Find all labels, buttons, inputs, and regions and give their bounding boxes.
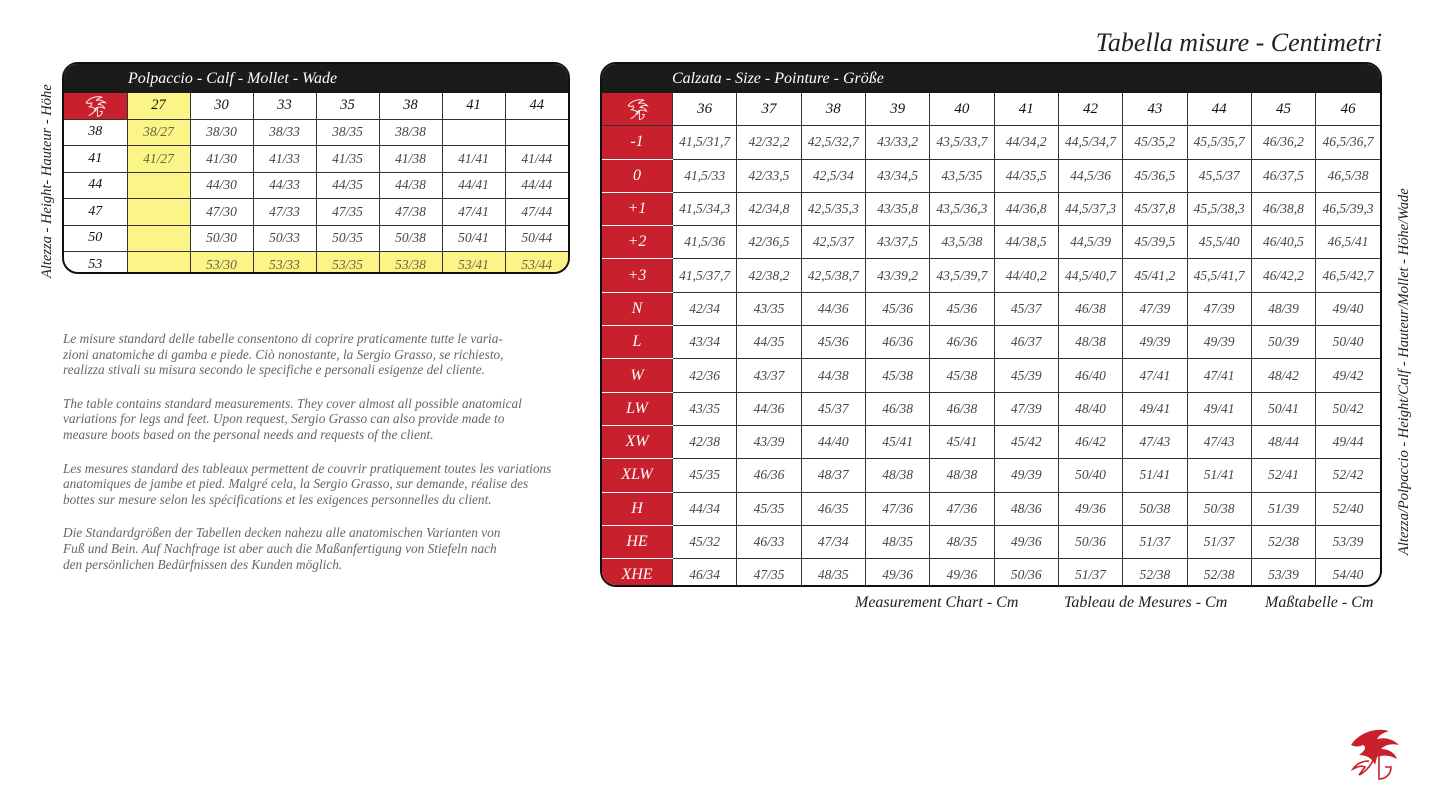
size-table-cell: 41,5/36 <box>673 226 737 259</box>
size-table-cell: 49/39 <box>1187 326 1251 359</box>
calf-table-cell: 38/27 <box>127 119 190 146</box>
size-table-cell: 44/38,5 <box>994 226 1058 259</box>
size-table-cell: 53/39 <box>1316 525 1380 558</box>
calf-table-cell: 53/44 <box>505 252 568 275</box>
footer-label-en: Measurement Chart - Cm <box>855 594 1019 611</box>
size-table-cell: 52/38 <box>1251 525 1315 558</box>
size-table-cell: 42/36,5 <box>737 226 801 259</box>
calf-table-cell: 44/38 <box>379 172 442 199</box>
size-table-cell: 42,5/37 <box>801 226 865 259</box>
size-table-cell: 43/39,2 <box>865 259 929 292</box>
calf-table-row <box>64 172 568 199</box>
calf-table-row <box>64 119 568 146</box>
paragraph-line: Fuß und Bein. Auf Nachfrage ist aber auch die Maßanfertigung von Stiefeln nach <box>63 540 497 556</box>
size-table-cell: 41,5/31,7 <box>673 126 737 159</box>
calf-table-header: Polpaccio - Calf - Mollet - Wade <box>64 64 568 93</box>
size-table-cell: 48/36 <box>994 492 1058 525</box>
paragraph-line: Les mesures standard des tableaux permettent de couvrir pratiquement toutes les variations <box>63 460 552 476</box>
size-table-cell: 49/40 <box>1316 292 1380 325</box>
size-table-cell: 41,5/33 <box>673 159 737 192</box>
calf-side-label: Altezza - Height- Hauteur - Höhe <box>39 84 55 278</box>
calf-table-cell: 41/38 <box>379 146 442 173</box>
size-table-cell: 52/40 <box>1316 492 1380 525</box>
calf-table-cell <box>127 199 190 226</box>
size-table-container <box>600 62 1382 587</box>
size-table-cell: 42,5/38,7 <box>801 259 865 292</box>
size-table-cell: 46,5/38 <box>1316 159 1380 192</box>
size-table-cell: 48/38 <box>865 459 929 492</box>
size-table-cell: 50/40 <box>1316 326 1380 359</box>
calf-table-cell: 47/41 <box>442 199 505 226</box>
calf-table-cell: 44/44 <box>505 172 568 199</box>
size-table-cell: 45/36,5 <box>1123 159 1187 192</box>
size-table-cell: 46/37 <box>994 326 1058 359</box>
size-table-cell: 51/41 <box>1187 459 1251 492</box>
footer-label-de: Maßtabelle - Cm <box>1265 594 1374 611</box>
calf-table-cell: 38/35 <box>316 119 379 146</box>
calf-column-header: 30 <box>190 93 253 119</box>
size-column-header: 39 <box>865 93 929 126</box>
calf-table-cell: 50/33 <box>253 225 316 252</box>
size-table-cell: 44/40,2 <box>994 259 1058 292</box>
size-row-header: N <box>602 292 673 325</box>
size-table-cell: 48/35 <box>865 525 929 558</box>
size-table-cell: 44/36 <box>801 292 865 325</box>
calf-row-header: 53 <box>64 252 127 275</box>
size-table-row <box>602 226 1380 259</box>
size-table-row <box>602 559 1380 587</box>
size-table-cell: 45/37,8 <box>1123 192 1187 225</box>
size-table-cell: 50/41 <box>1251 392 1315 425</box>
calf-table-row <box>64 252 568 275</box>
size-table-cell: 45,5/35,7 <box>1187 126 1251 159</box>
size-table-row <box>602 292 1380 325</box>
size-table-cell: 41,5/37,7 <box>673 259 737 292</box>
size-table-row <box>602 126 1380 159</box>
size-row-header: W <box>602 359 673 392</box>
size-table-cell: 42/32,2 <box>737 126 801 159</box>
horse-logo-icon <box>602 93 673 126</box>
calf-table-row <box>64 225 568 252</box>
size-table-cell: 46/38 <box>865 392 929 425</box>
calf-table-cell: 44/33 <box>253 172 316 199</box>
size-table-cell: 51/39 <box>1251 492 1315 525</box>
size-table-cell: 47/39 <box>994 392 1058 425</box>
size-table-cell: 46/42,2 <box>1251 259 1315 292</box>
paragraph-it <box>63 331 583 378</box>
size-table <box>602 93 1380 587</box>
size-table-cell: 47/41 <box>1123 359 1187 392</box>
calf-table-cell: 50/44 <box>505 225 568 252</box>
calf-table-row <box>64 146 568 173</box>
size-table-row <box>602 159 1380 192</box>
size-table-cell: 44,5/40,7 <box>1058 259 1122 292</box>
size-table-cell: 51/37 <box>1123 525 1187 558</box>
size-column-header: 38 <box>801 93 865 126</box>
size-table-cell: 49/36 <box>1058 492 1122 525</box>
calf-table-cell: 38/33 <box>253 119 316 146</box>
size-table-row <box>602 392 1380 425</box>
size-table-cell: 45/35 <box>673 459 737 492</box>
size-table-cell: 45/37 <box>801 392 865 425</box>
paragraph-line: Le misure standard delle tabelle consentono di coprire praticamente tutte le varia- <box>63 331 503 346</box>
size-table-cell: 49/39 <box>1123 326 1187 359</box>
size-table-cell: 41,5/34,3 <box>673 192 737 225</box>
size-table-cell: 46/36 <box>737 459 801 492</box>
calf-column-header: 44 <box>505 93 568 119</box>
calf-table-cell: 47/30 <box>190 199 253 226</box>
calf-row-header: 44 <box>64 172 127 199</box>
size-table-cell: 45/36 <box>865 292 929 325</box>
size-row-header: XW <box>602 425 673 458</box>
calf-table-cell: 41/30 <box>190 146 253 173</box>
paragraph-line: measure boots based on the personal needs and requests of the client. <box>63 426 434 442</box>
paragraph-de <box>63 525 583 572</box>
size-table-cell: 44,5/37,3 <box>1058 192 1122 225</box>
calf-header-row <box>64 93 568 119</box>
size-table-cell: 47/41 <box>1187 359 1251 392</box>
size-table-cell: 52/38 <box>1123 559 1187 587</box>
size-table-cell: 42/34,8 <box>737 192 801 225</box>
size-table-cell: 42/38,2 <box>737 259 801 292</box>
size-table-cell: 46/33 <box>737 525 801 558</box>
size-header-row <box>602 93 1380 126</box>
calf-table-cell: 53/33 <box>253 252 316 275</box>
size-table-header: Calzata - Size - Pointure - Größe <box>602 64 1380 93</box>
size-table-cell: 50/42 <box>1316 392 1380 425</box>
size-table-cell: 49/44 <box>1316 425 1380 458</box>
calf-row-header: 47 <box>64 199 127 226</box>
size-table-cell: 42/36 <box>673 359 737 392</box>
size-table-cell: 45/41 <box>865 425 929 458</box>
size-table-cell: 43/35 <box>737 292 801 325</box>
page-title: Tabella misure - Centimetri <box>1095 28 1382 57</box>
calf-table-cell: 50/35 <box>316 225 379 252</box>
size-table-cell: 43/35,8 <box>865 192 929 225</box>
size-table-cell: 47/35 <box>737 559 801 587</box>
size-table-cell: 45/36 <box>801 326 865 359</box>
size-table-cell: 42,5/35,3 <box>801 192 865 225</box>
calf-table-cell: 47/33 <box>253 199 316 226</box>
size-table-cell: 50/36 <box>1058 525 1122 558</box>
size-table-cell: 46/40 <box>1058 359 1122 392</box>
paragraph-fr <box>63 461 583 508</box>
size-table-cell: 45,5/41,7 <box>1187 259 1251 292</box>
size-table-cell: 43,5/33,7 <box>930 126 994 159</box>
size-table-cell: 52/41 <box>1251 459 1315 492</box>
calf-table-cell: 50/30 <box>190 225 253 252</box>
size-table-cell: 50/38 <box>1187 492 1251 525</box>
calf-table-cell <box>127 252 190 275</box>
size-row-header: XHE <box>602 559 673 587</box>
size-table-cell: 45,5/38,3 <box>1187 192 1251 225</box>
size-table-cell: 50/40 <box>1058 459 1122 492</box>
size-table-cell: 43/37 <box>737 359 801 392</box>
calf-table-cell: 47/38 <box>379 199 442 226</box>
calf-table-cell: 38/38 <box>379 119 442 146</box>
size-table-cell: 48/38 <box>1058 326 1122 359</box>
calf-table-container <box>62 62 570 274</box>
size-table-cell: 50/39 <box>1251 326 1315 359</box>
size-table-cell: 49/36 <box>994 525 1058 558</box>
size-table-cell: 46/38,8 <box>1251 192 1315 225</box>
calf-table-cell: 44/41 <box>442 172 505 199</box>
size-table-cell: 49/36 <box>930 559 994 587</box>
size-table-cell: 46/42 <box>1058 425 1122 458</box>
calf-table-cell: 41/35 <box>316 146 379 173</box>
size-table-cell: 47/43 <box>1123 425 1187 458</box>
calf-table-cell: 53/41 <box>442 252 505 275</box>
size-table-cell: 45/38 <box>930 359 994 392</box>
size-table-cell: 48/35 <box>801 559 865 587</box>
paragraph-en <box>63 396 583 443</box>
size-column-header: 43 <box>1123 93 1187 126</box>
size-table-cell: 47/39 <box>1123 292 1187 325</box>
size-table-cell: 43/39 <box>737 425 801 458</box>
size-table-cell: 44/38 <box>801 359 865 392</box>
size-table-cell: 46/38 <box>1058 292 1122 325</box>
size-table-cell: 44/40 <box>801 425 865 458</box>
size-table-cell: 45/35,2 <box>1123 126 1187 159</box>
size-table-row <box>602 192 1380 225</box>
calf-table-cell: 53/30 <box>190 252 253 275</box>
size-table-cell: 52/38 <box>1187 559 1251 587</box>
size-table-cell: 42/38 <box>673 425 737 458</box>
paragraph-line: zioni anatomiche di gamba e piede. Ciò nonostante, la Sergio Grasso, se richiesto, <box>63 346 504 362</box>
size-row-header: HE <box>602 525 673 558</box>
size-table-cell: 43,5/36,3 <box>930 192 994 225</box>
calf-table-cell: 50/41 <box>442 225 505 252</box>
size-table-cell: 48/38 <box>930 459 994 492</box>
calf-table-cell: 38/30 <box>190 119 253 146</box>
horse-logo-icon <box>64 93 127 119</box>
calf-table-cell: 44/35 <box>316 172 379 199</box>
size-table-cell: 46/36 <box>865 326 929 359</box>
size-row-header: -1 <box>602 126 673 159</box>
size-table-cell: 45/39,5 <box>1123 226 1187 259</box>
size-column-header: 44 <box>1187 93 1251 126</box>
size-table-cell: 46,5/36,7 <box>1316 126 1380 159</box>
size-table-row <box>602 326 1380 359</box>
size-table-cell: 45,5/37 <box>1187 159 1251 192</box>
size-table-cell: 42,5/34 <box>801 159 865 192</box>
size-table-cell: 44/35 <box>737 326 801 359</box>
size-table-cell: 54/40 <box>1316 559 1380 587</box>
size-table-row <box>602 492 1380 525</box>
size-row-header: +3 <box>602 259 673 292</box>
size-table-cell: 43/34 <box>673 326 737 359</box>
size-table-cell: 42,5/32,7 <box>801 126 865 159</box>
size-column-header: 37 <box>737 93 801 126</box>
footer-label-fr: Tableau de Mesures - Cm <box>1064 594 1228 611</box>
calf-table-cell <box>127 225 190 252</box>
size-table-cell: 49/41 <box>1187 392 1251 425</box>
size-table-cell: 48/44 <box>1251 425 1315 458</box>
calf-table-cell: 53/35 <box>316 252 379 275</box>
paragraph-line: The table contains standard measurements. They cover almost all possible anatomical <box>63 395 522 411</box>
size-side-label: Altezza/Polpaccio - Height/Calf - Hauteur/Mollet - Höhe/Wade <box>1396 188 1412 555</box>
size-table-cell: 46,5/42,7 <box>1316 259 1380 292</box>
calf-row-header: 38 <box>64 119 127 146</box>
calf-table-cell: 41/27 <box>127 146 190 173</box>
size-table-cell: 44/34,2 <box>994 126 1058 159</box>
size-table-cell: 46/37,5 <box>1251 159 1315 192</box>
size-table-cell: 52/42 <box>1316 459 1380 492</box>
size-table-cell: 49/41 <box>1123 392 1187 425</box>
paragraph-line: realizza stivali su misura secondo le specifiche e personali esigenze del cliente. <box>63 362 485 378</box>
size-table-cell: 44/35,5 <box>994 159 1058 192</box>
size-table-cell: 44/36 <box>737 392 801 425</box>
size-column-header: 45 <box>1251 93 1315 126</box>
calf-table-cell <box>127 172 190 199</box>
size-column-header: 46 <box>1316 93 1380 126</box>
size-table-cell: 46/36 <box>930 326 994 359</box>
calf-table-cell: 47/35 <box>316 199 379 226</box>
size-table-cell: 47/39 <box>1187 292 1251 325</box>
calf-row-header: 41 <box>64 146 127 173</box>
size-table-cell: 44/36,8 <box>994 192 1058 225</box>
calf-table-cell: 47/44 <box>505 199 568 226</box>
size-table-cell: 43/33,2 <box>865 126 929 159</box>
size-table-cell: 44,5/36 <box>1058 159 1122 192</box>
size-table-cell: 43/35 <box>673 392 737 425</box>
size-table-cell: 45/35 <box>737 492 801 525</box>
size-column-header: 41 <box>994 93 1058 126</box>
size-table-cell: 45/39 <box>994 359 1058 392</box>
size-table-cell: 46,5/39,3 <box>1316 192 1380 225</box>
size-table-cell: 45/41,2 <box>1123 259 1187 292</box>
size-table-cell: 45/37 <box>994 292 1058 325</box>
size-column-header: 42 <box>1058 93 1122 126</box>
paragraph-line: bottes sur mesure selon les spécifications et les exigences personnelles du client. <box>63 491 492 507</box>
size-table-cell: 43,5/38 <box>930 226 994 259</box>
calf-table-cell: 41/44 <box>505 146 568 173</box>
calf-column-header: 38 <box>379 93 442 119</box>
size-table-cell: 47/36 <box>865 492 929 525</box>
size-table-cell: 46/36,2 <box>1251 126 1315 159</box>
calf-table-cell: 53/38 <box>379 252 442 275</box>
calf-table-cell <box>442 119 505 146</box>
size-table-cell: 43,5/39,7 <box>930 259 994 292</box>
size-table-cell: 50/38 <box>1123 492 1187 525</box>
size-table-cell: 53/39 <box>1251 559 1315 587</box>
size-table-cell: 49/36 <box>865 559 929 587</box>
size-table-cell: 45,5/40 <box>1187 226 1251 259</box>
calf-table-row <box>64 199 568 226</box>
calf-column-header: 33 <box>253 93 316 119</box>
size-row-header: +2 <box>602 226 673 259</box>
size-table-cell: 47/36 <box>930 492 994 525</box>
size-table-cell: 45/32 <box>673 525 737 558</box>
calf-row-header: 50 <box>64 225 127 252</box>
size-row-header: 0 <box>602 159 673 192</box>
size-table-cell: 50/36 <box>994 559 1058 587</box>
size-table-cell: 44/34 <box>673 492 737 525</box>
size-column-header: 40 <box>930 93 994 126</box>
size-table-cell: 51/37 <box>1058 559 1122 587</box>
paragraph-line: anatomiques de jambe et pied. Malgré cela, la Sergio Grasso, sur demande, réalise des <box>63 476 529 492</box>
size-table-cell: 48/35 <box>930 525 994 558</box>
size-table-cell: 46/35 <box>801 492 865 525</box>
size-table-cell: 51/37 <box>1187 525 1251 558</box>
size-table-cell: 48/40 <box>1058 392 1122 425</box>
size-table-cell: 47/34 <box>801 525 865 558</box>
calf-column-header: 35 <box>316 93 379 119</box>
size-table-cell: 43/34,5 <box>865 159 929 192</box>
size-table-row <box>602 425 1380 458</box>
calf-column-header: 41 <box>442 93 505 119</box>
size-table-cell: 46/40,5 <box>1251 226 1315 259</box>
size-table-cell: 46/34 <box>673 559 737 587</box>
size-table-cell: 49/39 <box>994 459 1058 492</box>
size-table-cell: 48/39 <box>1251 292 1315 325</box>
size-table-cell: 46,5/41 <box>1316 226 1380 259</box>
size-table-cell: 45/36 <box>930 292 994 325</box>
size-table-cell: 42/34 <box>673 292 737 325</box>
size-row-header: +1 <box>602 192 673 225</box>
size-table-row <box>602 259 1380 292</box>
size-table-cell: 44,5/39 <box>1058 226 1122 259</box>
size-table-cell: 45/38 <box>865 359 929 392</box>
calf-table-cell: 41/33 <box>253 146 316 173</box>
paragraph-line: den persönlichen Bedürfnissen des Kunden möglich. <box>63 556 343 572</box>
horse-head-logo-icon <box>1345 725 1403 786</box>
size-table-cell: 45/41 <box>930 425 994 458</box>
size-row-header: L <box>602 326 673 359</box>
size-column-header: 36 <box>673 93 737 126</box>
description-paragraphs <box>63 331 583 590</box>
size-table-cell: 48/42 <box>1251 359 1315 392</box>
paragraph-line: Die Standardgrößen der Tabellen decken nahezu alle anatomischen Varianten von <box>63 525 501 541</box>
size-table-cell: 43,5/35 <box>930 159 994 192</box>
paragraph-line: variations for legs and feet. Upon request, Sergio Grasso can also provide made to <box>63 411 505 427</box>
size-row-header: XLW <box>602 459 673 492</box>
size-table-cell: 45/42 <box>994 425 1058 458</box>
size-table-cell: 47/43 <box>1187 425 1251 458</box>
size-table-cell: 51/41 <box>1123 459 1187 492</box>
size-table-row <box>602 525 1380 558</box>
calf-table <box>64 93 568 274</box>
size-table-cell: 49/42 <box>1316 359 1380 392</box>
size-table-cell: 42/33,5 <box>737 159 801 192</box>
calf-column-header: 27 <box>127 93 190 119</box>
size-table-row <box>602 459 1380 492</box>
size-table-cell: 44,5/34,7 <box>1058 126 1122 159</box>
calf-table-cell: 44/30 <box>190 172 253 199</box>
size-row-header: LW <box>602 392 673 425</box>
size-table-cell: 48/37 <box>801 459 865 492</box>
size-table-cell: 46/38 <box>930 392 994 425</box>
calf-table-cell: 50/38 <box>379 225 442 252</box>
calf-table-cell <box>505 119 568 146</box>
size-table-cell: 43/37,5 <box>865 226 929 259</box>
calf-table-cell: 41/41 <box>442 146 505 173</box>
size-row-header: H <box>602 492 673 525</box>
size-table-row <box>602 359 1380 392</box>
